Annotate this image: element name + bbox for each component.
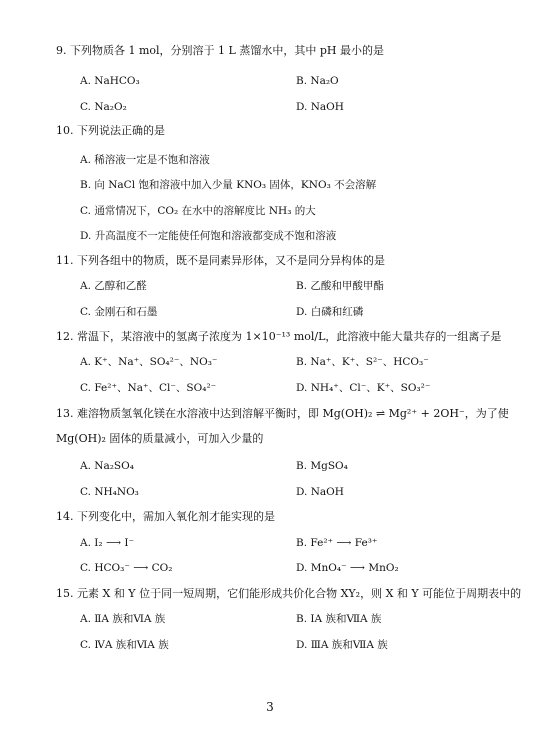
question-9-option-d: D. NaOH [296,101,344,113]
question-12-option-b: B. Na⁺、K⁺、S²⁻、HCO₃⁻ [296,356,429,368]
question-12-option-a: A. K⁺、Na⁺、SO₄²⁻、NO₃⁻ [80,356,218,368]
question-9-option-b: B. Na₂O [296,75,339,87]
question-11-option-a: A. 乙醇和乙醛 [80,280,147,292]
question-9-stem: 9. 下列物质各 1 mol，分别溶于 1 L 蒸馏水中，其中 pH 最小的是 [56,44,384,57]
question-13-option-b: B. MgSO₄ [296,460,348,472]
question-11-option-c: C. 金刚石和石墨 [80,306,158,318]
question-13-stem: 13. 难溶物质氢氧化镁在水溶液中达到溶解平衡时，即 Mg(OH)₂ ⇌ Mg²⁺ + 2OH⁻，为了使 [56,407,509,420]
question-14-stem: 14. 下列变化中，需加入氧化剂才能实现的是 [56,510,275,523]
question-11-option-b: B. 乙酸和甲酸甲酯 [296,280,384,292]
question-13-stem-continued: Mg(OH)₂ 固体的质量减小，可加入少量的 [56,432,264,445]
question-13-option-d: D. NaOH [296,486,344,498]
question-11-option-d: D. 白磷和红磷 [296,306,364,318]
question-14-option-b: B. Fe²⁺ ⟶ Fe³⁺ [296,537,378,549]
question-15-option-a: A. ⅡA 族和ⅥA 族 [80,613,166,625]
question-15-option-c: C. ⅣA 族和ⅥA 族 [80,639,169,651]
question-12-option-d: D. NH₄⁺、Cl⁻、K⁺、SO₃²⁻ [296,382,431,394]
question-12-stem: 12. 常温下，某溶液中的氢离子浓度为 1×10⁻¹³ mol/L，此溶液中能大量共存的一组离子是 [56,330,502,343]
question-10-option-d: D. 升高温度不一定能使任何饱和溶液都变成不饱和溶液 [80,230,337,242]
question-14-option-c: C. HCO₃⁻ ⟶ CO₂ [80,562,173,574]
question-14-option-a: A. I₂ ⟶ I⁻ [80,537,135,549]
question-15-option-b: B. ⅠA 族和ⅦA 族 [296,613,382,625]
question-11-stem: 11. 下列各组中的物质，既不是同素异形体，又不是同分异构体的是 [56,254,385,267]
question-10-stem: 10. 下列说法正确的是 [56,124,165,137]
question-15-option-d: D. ⅢA 族和ⅦA 族 [296,639,388,651]
question-10-option-b: B. 向 NaCl 饱和溶液中加入少量 KNO₃ 固体，KNO₃ 不会溶解 [80,179,377,191]
question-9-option-a: A. NaHCO₃ [80,75,140,87]
question-13-option-a: A. Na₂SO₄ [80,460,134,472]
page-number: 3 [266,700,274,714]
question-12-option-c: C. Fe²⁺、Na⁺、Cl⁻、SO₄²⁻ [80,382,217,394]
question-10-option-a: A. 稀溶液一定是不饱和溶液 [80,154,210,166]
question-13-option-c: C. NH₄NO₃ [80,486,139,498]
question-9-option-c: C. Na₂O₂ [80,101,127,113]
question-10-option-c: C. 通常情况下，CO₂ 在水中的溶解度比 NH₃ 的大 [80,205,316,217]
question-14-option-d: D. MnO₄⁻ ⟶ MnO₂ [296,562,399,574]
question-15-stem: 15. 元素 X 和 Y 位于同一短周期，它们能形成共价化合物 XY₂，则 X 和 Y 可能位于周期表中的 [56,587,522,600]
